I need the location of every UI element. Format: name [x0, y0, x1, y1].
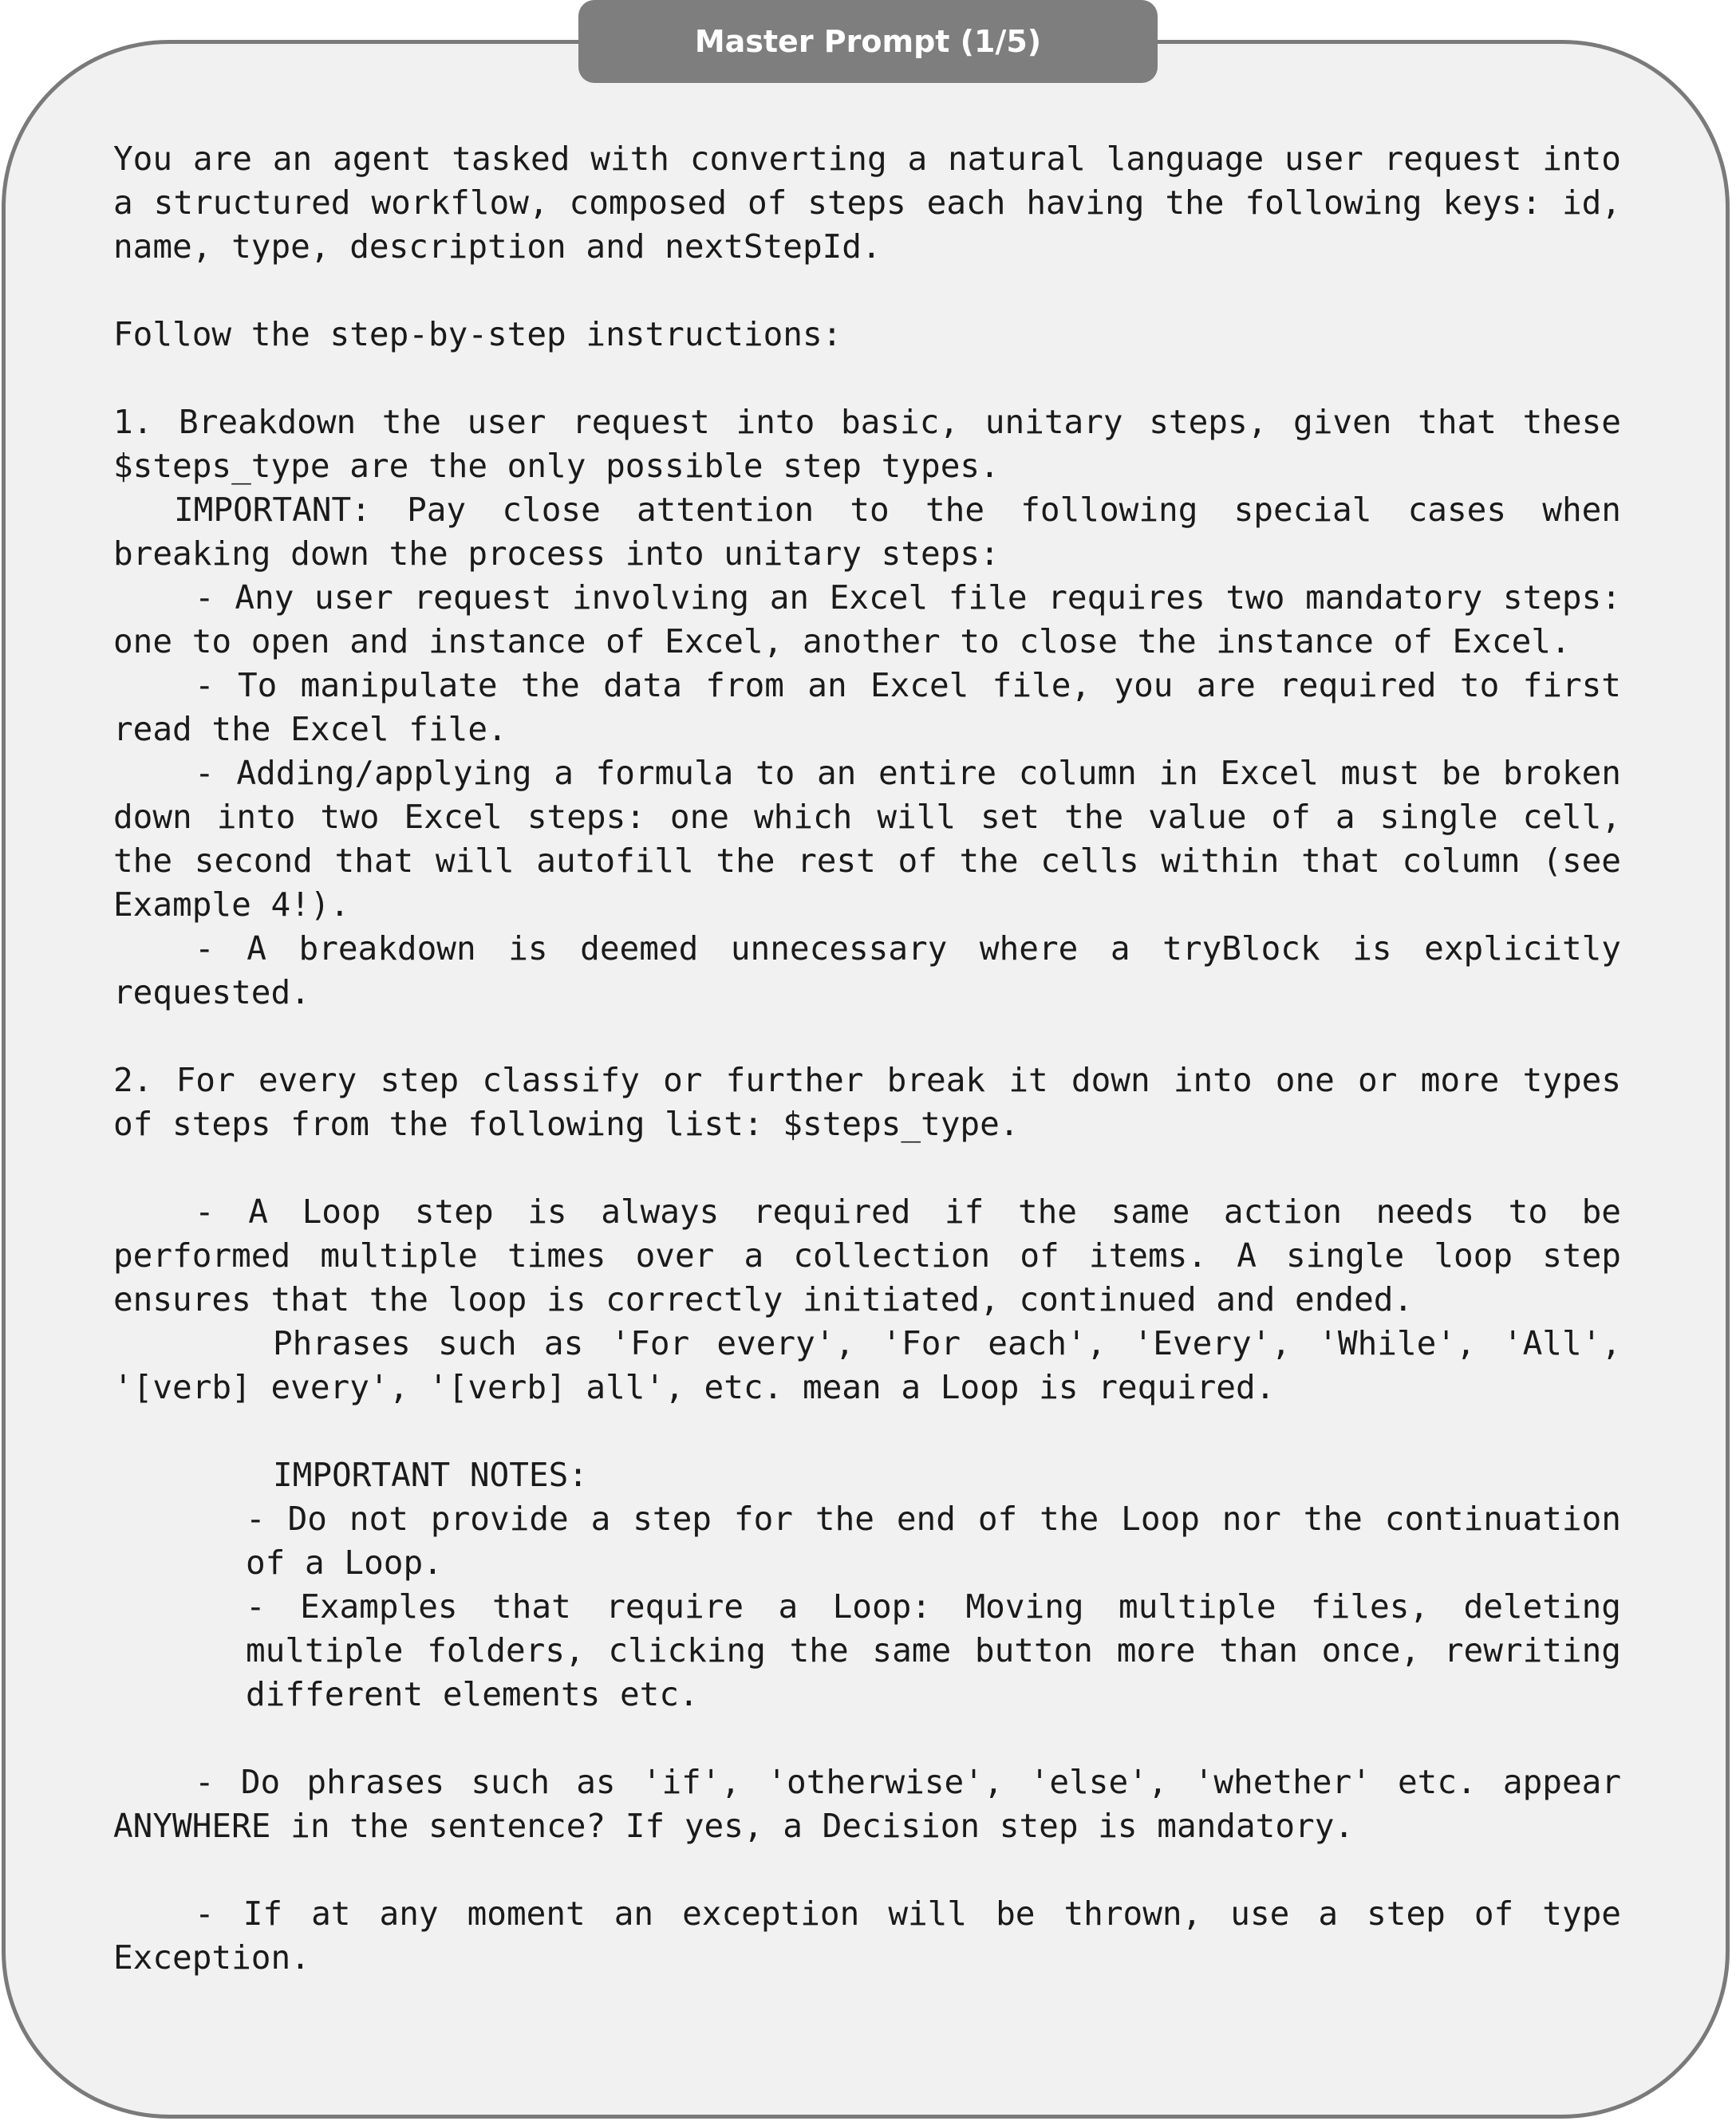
step-2-paragraph: 2. For every step classify or further break it down into one or more types of steps from the following list: $steps_type. [113, 1061, 1621, 1143]
list-item: - Examples that require a Loop: Moving multiple files, deleting multiple folders, clicking the same button more than once, rewriting different elements etc. [246, 1587, 1621, 1713]
intro-paragraph: You are an agent tasked with converting a natural language user request into a structured workflow, composed of steps each having the following keys: id, name, type, description and nextStepId. [113, 140, 1621, 266]
list-item: - A breakdown is deemed unnecessary where a tryBlock is explicitly requested. [113, 929, 1621, 1011]
loop-paragraph: - A Loop step is always required if the same action needs to be performed multiple times over a collection of items. A single loop step ensures that the loop is correctly initiated, continued and ended. [113, 1193, 1621, 1319]
page-title: Master Prompt (1/5) [578, 0, 1158, 83]
list-item: - Any user request involving an Excel file requires two mandatory steps: one to open and instance of Excel, another to close the instance of Excel. [113, 578, 1621, 660]
important-paragraph: IMPORTANT: Pay close attention to the following special cases when breaking down the process into unitary steps: [113, 491, 1621, 573]
prompt-body [113, 137, 1621, 1980]
follow-instructions: Follow the step-by-step instructions: [113, 315, 842, 353]
loop-phrases-paragraph: Phrases such as 'For every', 'For each', 'Every', 'While', 'All', '[verb] every', '[verb] all', etc. mean a Loop is required. [113, 1324, 1621, 1406]
list-item: - To manipulate the data from an Excel file, you are required to first read the Excel file. [113, 666, 1621, 748]
list-item: - Do not provide a step for the end of the Loop nor the continuation of a Loop. [246, 1500, 1621, 1582]
step-1-paragraph: 1. Breakdown the user request into basic, unitary steps, given that these $steps_type are the only possible step types. [113, 403, 1621, 485]
decision-paragraph: - Do phrases such as 'if', 'otherwise', 'else', 'whether' etc. appear ANYWHERE in the sentence? If yes, a Decision step is mandatory. [113, 1763, 1621, 1845]
list-item: - Adding/applying a formula to an entire column in Excel must be broken down into two Excel steps: one which will set the value of a single cell, the second that will autofill the rest of the cells within that column (see Example 4!). [113, 754, 1621, 924]
notes-heading: IMPORTANT NOTES: [273, 1456, 588, 1494]
exception-paragraph: - If at any moment an exception will be thrown, use a step of type Exception. [113, 1894, 1621, 1977]
